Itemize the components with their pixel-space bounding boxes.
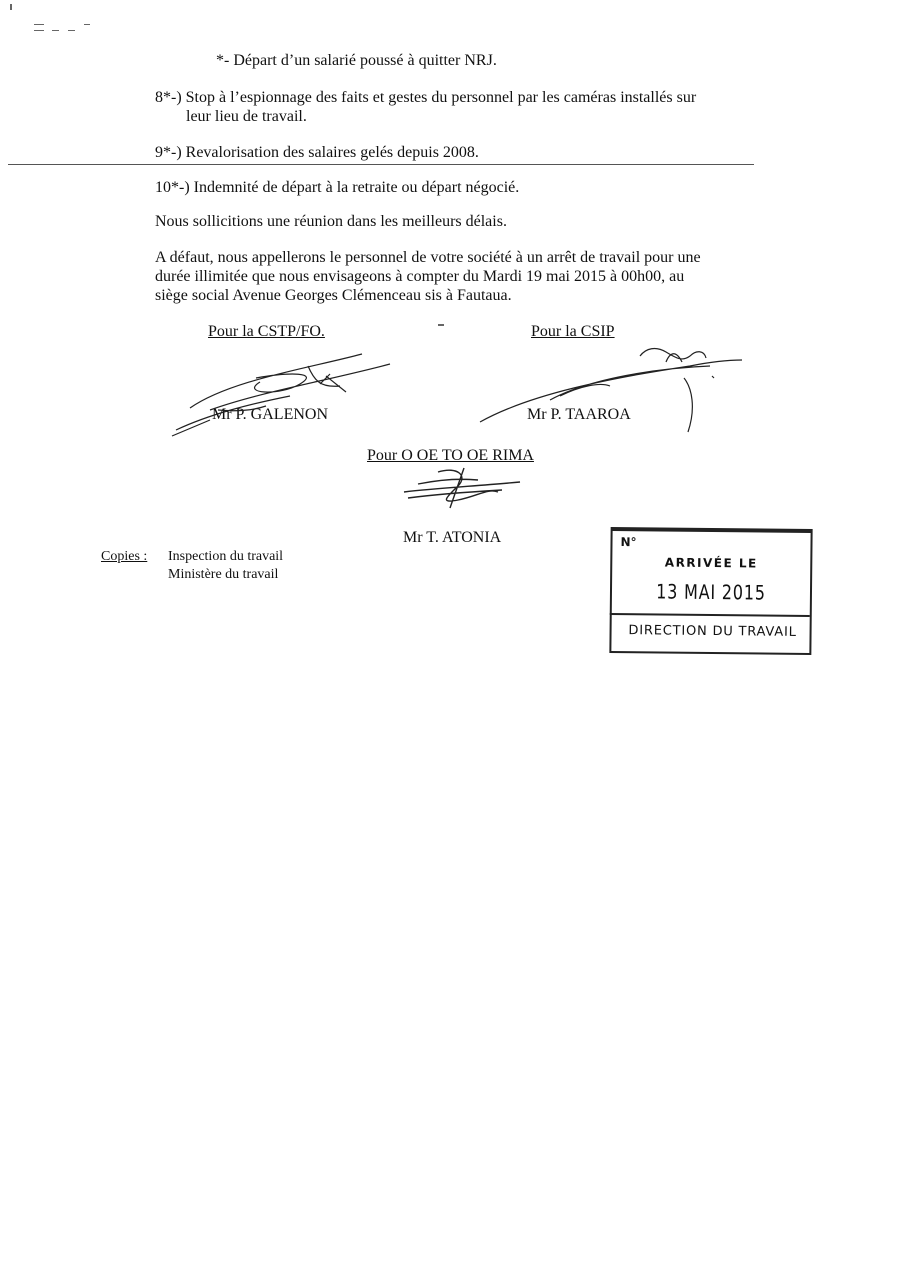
- copy-recipient: Inspection du travail: [168, 549, 284, 564]
- stamp-divider: [610, 613, 810, 617]
- stamp-date: 13 MAI 2015: [656, 579, 766, 605]
- stamp-office: DIRECTION DU TRAVAIL: [628, 623, 797, 640]
- item-9: 9*-) Revalorisation des salaires gelés depuis 2008.: [155, 144, 479, 161]
- page-fold-line: [8, 164, 754, 165]
- item-depart: *- Départ d’un salarié poussé à quitter NRJ.: [216, 52, 497, 69]
- center-signatory-name: Mr T. ATONIA: [403, 529, 502, 546]
- meeting-request: Nous sollicitions une réunion dans les meilleurs délais.: [155, 213, 507, 230]
- left-signature: [170, 350, 400, 440]
- copies-label: Copies :: [101, 549, 148, 564]
- strike-notice-line-2: durée illimitée que nous envisageons à compter du Mardi 19 mai 2015 à 00h00, au: [155, 268, 685, 285]
- center-signature: [398, 462, 528, 512]
- stamp-received-label: ARRIVÉE LE: [664, 555, 758, 571]
- scan-mark: [52, 30, 59, 31]
- right-signature: [470, 338, 750, 438]
- scan-mark: [68, 30, 75, 31]
- item-8-line-2: leur lieu de travail.: [186, 108, 307, 125]
- received-stamp: [609, 527, 812, 655]
- copy-recipient: Ministère du travail: [168, 567, 279, 582]
- left-signatory-name: Mr P. GALENON: [212, 406, 328, 423]
- item-8-line-1: 8*-) Stop à l’espionnage des faits et gestes du personnel par les caméras installés sur: [155, 89, 697, 106]
- right-signatory-name: Mr P. TAAROA: [527, 406, 631, 423]
- stamp-number-label: N°: [620, 535, 637, 550]
- scan-mark: [438, 324, 444, 326]
- right-signatory-heading: Pour la CSIP: [531, 323, 615, 340]
- left-signatory-heading: Pour la CSTP/FO.: [208, 323, 325, 340]
- scan-mark: [34, 24, 44, 25]
- strike-notice-line-3: siège social Avenue Georges Clémenceau sis à Fautaua.: [155, 287, 512, 304]
- scan-mark: [84, 24, 90, 25]
- scan-mark: [34, 30, 44, 31]
- scan-mark: [10, 4, 12, 10]
- strike-notice-line-1: A défaut, nous appellerons le personnel de votre société à un arrêt de travail pour une: [155, 249, 701, 266]
- item-10: 10*-) Indemnité de départ à la retraite ou départ négocié.: [155, 179, 520, 196]
- center-signatory-heading: Pour O OE TO OE RIMA: [367, 447, 534, 464]
